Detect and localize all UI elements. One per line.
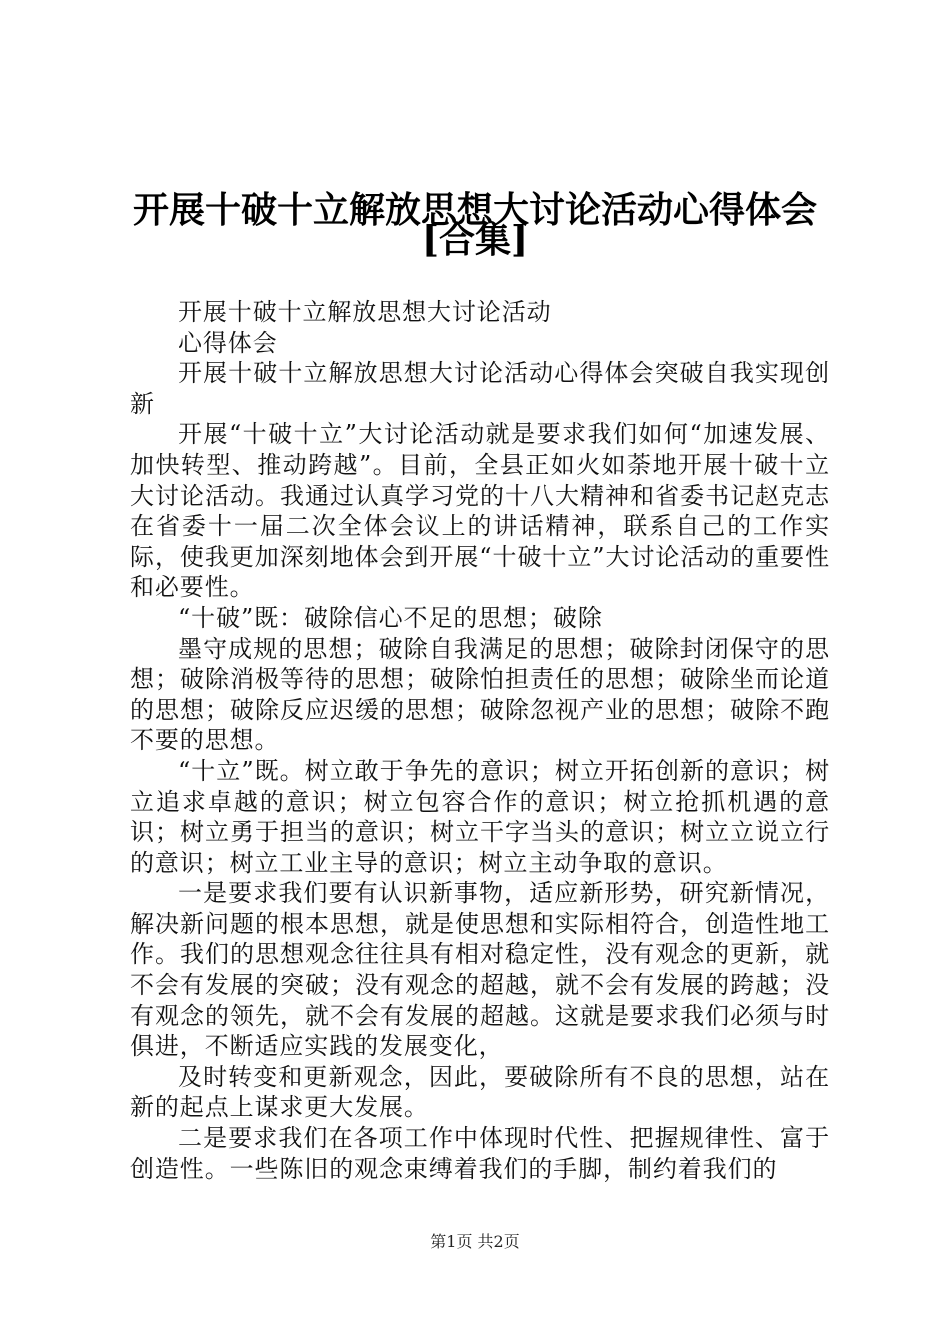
document-title: 开展十破十立解放思想大讨论活动心得体会	[132, 189, 817, 231]
paragraph: 开展十破十立解放思想大讨论活动	[178, 298, 552, 326]
document-title-suffix: [合集]	[421, 219, 529, 261]
page-footer: 第1页 共2页	[430, 1232, 520, 1251]
paragraph: 开展十破十立解放思想大讨论活动心得体会突破自我实现创新	[130, 359, 830, 418]
paragraph: “十破”既：破除信心不足的思想；破除	[178, 603, 603, 632]
paragraph: 开展“十破十立”大讨论活动就是要求我们如何“加速发展、加快转型、推动跨越”。目前，全县正如火如荼地开展十破十立大讨论活动。我通过认真学习党的十八大精神和省委书记赵克志在省委十一届二次全体会议上的讲话精神，联系自己的工作实际，使我更加深刻地体会到开展“十破十立”大讨论活动的重要性和必要性。	[130, 420, 830, 602]
paragraph: 及时转变和更新观念，因此，要破除所有不良的思想，站在新的起点上谋求更大发展。	[130, 1062, 830, 1122]
document-body	[130, 297, 830, 1184]
paragraph: 墨守成规的思想；破除自我满足的思想；破除封闭保守的思想；破除消极等待的思想；破除怕担责任的思想；破除坐而论道的思想；破除反应迟缓的思想；破除忽视产业的思想；破除不跑不要的思想。	[130, 634, 830, 755]
paragraph: 二是要求我们在各项工作中体现时代性、把握规律性、富于创造性。一些陈旧的观念束缚着我们的手脚，制约着我们的	[130, 1124, 830, 1183]
paragraph: “十立”既。树立敢于争先的意识；树立开拓创新的意识；树立追求卓越的意识；树立包容合作的意识；树立抢抓机遇的意识；树立勇于担当的意识；树立干字当头的意识；树立立说立行的意识；树立工业主导的意识；树立主动争取的意识。	[130, 756, 830, 877]
paragraph: 心得体会	[178, 328, 278, 357]
paragraph: 一是要求我们要有认识新事物，适应新形势，研究新情况，解决新问题的根本思想，就是使思想和实际相符合，创造性地工作。我们的思想观念往往具有相对稳定性，没有观念的更新，就不会有发展的突破；没有观念的超越，就不会有发展的跨越；没有观念的领先，就不会有发展的超越。这就是要求我们必须与时俱进，不断适应实践的发展变化，	[130, 879, 830, 1061]
